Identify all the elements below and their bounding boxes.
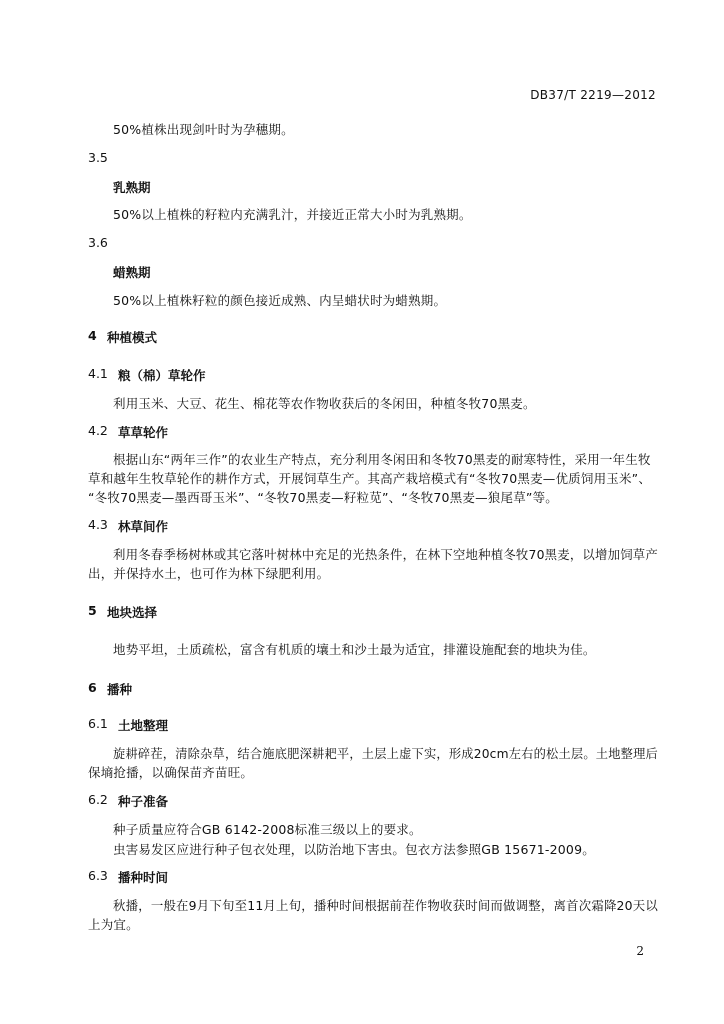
section-4-title: 种植模式 <box>107 330 158 345</box>
paragraph-4-1: 利用玉米、大豆、花生、棉花等农作物收获后的冬闲田，种植冬牧70黑麦。 <box>113 396 536 411</box>
page-number: 2 <box>636 944 644 958</box>
section-4-2-number: 4.2 <box>88 423 108 438</box>
section-6-title: 播种 <box>107 682 133 697</box>
section-4-1-title: 粮（棉）草轮作 <box>118 368 206 383</box>
paragraph-3-6-definition: 50%以上植株籽粒的颜色接近成熟、内呈蜡状时为蜡熟期。 <box>113 293 447 308</box>
section-6-3-title: 播种时间 <box>118 870 169 885</box>
paragraph-6-2-seed-quality: 种子质量应符合GB 6142-2008标准三级以上的要求。 <box>113 822 422 837</box>
section-6-3-number: 6.3 <box>88 868 108 883</box>
section-5-number: 5 <box>88 603 97 618</box>
section-6-2-number: 6.2 <box>88 792 108 807</box>
paragraph-4-2-line-2: 草和越年生牧草轮作的耕作方式，开展饲草生产。其高产栽培模式有“冬牧70黑麦—优质饲用玉米”、 <box>88 471 652 486</box>
paragraph-3-4-definition: 50%植株出现剑叶时为孕穗期。 <box>113 122 294 137</box>
section-3-5-term: 乳熟期 <box>113 180 151 195</box>
section-4-3-number: 4.3 <box>88 517 108 532</box>
document-code: DB37/T 2219—2012 <box>530 88 656 102</box>
section-6-1-number: 6.1 <box>88 716 108 731</box>
paragraph-4-2-line-1: 根据山东“两年三作”的农业生产特点，充分利用冬闲田和冬牧70黑麦的耐寒特性，采用一年生牧 <box>113 452 651 467</box>
paragraph-5: 地势平坦，土质疏松，富含有机质的壤土和沙土最为适宜，排灌设施配套的地块为佳。 <box>113 642 596 657</box>
paragraph-6-2-seed-coating: 虫害易发区应进行种子包衣处理，以防治地下害虫。包衣方法参照GB 15671-2009。 <box>113 842 595 857</box>
paragraph-6-3-line-2: 上为宜。 <box>88 917 139 932</box>
section-3-6-number: 3.6 <box>88 235 108 250</box>
paragraph-4-3-line-1: 利用冬春季杨树林或其它落叶树林中充足的光热条件，在林下空地种植冬牧70黑麦，以增加饲草产 <box>113 547 658 562</box>
section-4-1-number: 4.1 <box>88 366 108 381</box>
section-5-title: 地块选择 <box>107 605 158 620</box>
section-4-2-title: 草草轮作 <box>118 425 169 440</box>
section-3-5-number: 3.5 <box>88 150 108 165</box>
paragraph-6-3-line-1: 秋播，一般在9月下旬至11月上旬，播种时间根据前茬作物收获时间而做调整，离首次霜降20天以 <box>113 898 658 913</box>
section-3-6-term: 蜡熟期 <box>113 265 151 280</box>
paragraph-4-2-line-3: “冬牧70黑麦—墨西哥玉米”、“冬牧70黑麦—籽粒苋”、“冬牧70黑麦—狼尾草”等。 <box>88 490 558 505</box>
paragraph-6-1-line-2: 保墒抢播，以确保苗齐苗旺。 <box>88 765 254 780</box>
section-4-3-title: 林草间作 <box>118 519 169 534</box>
paragraph-6-1-line-1: 旋耕碎茬，清除杂草，结合施底肥深耕耙平，土层上虚下实，形成20cm左右的松土层。土地整理后 <box>113 746 659 761</box>
section-6-1-title: 土地整理 <box>118 718 169 733</box>
paragraph-4-3-line-2: 出，并保持水土，也可作为林下绿肥利用。 <box>88 566 330 581</box>
section-6-number: 6 <box>88 680 97 695</box>
section-4-number: 4 <box>88 328 97 343</box>
section-6-2-title: 种子准备 <box>118 794 169 809</box>
paragraph-3-5-definition: 50%以上植株的籽粒内充满乳汁，并接近正常大小时为乳熟期。 <box>113 207 472 222</box>
